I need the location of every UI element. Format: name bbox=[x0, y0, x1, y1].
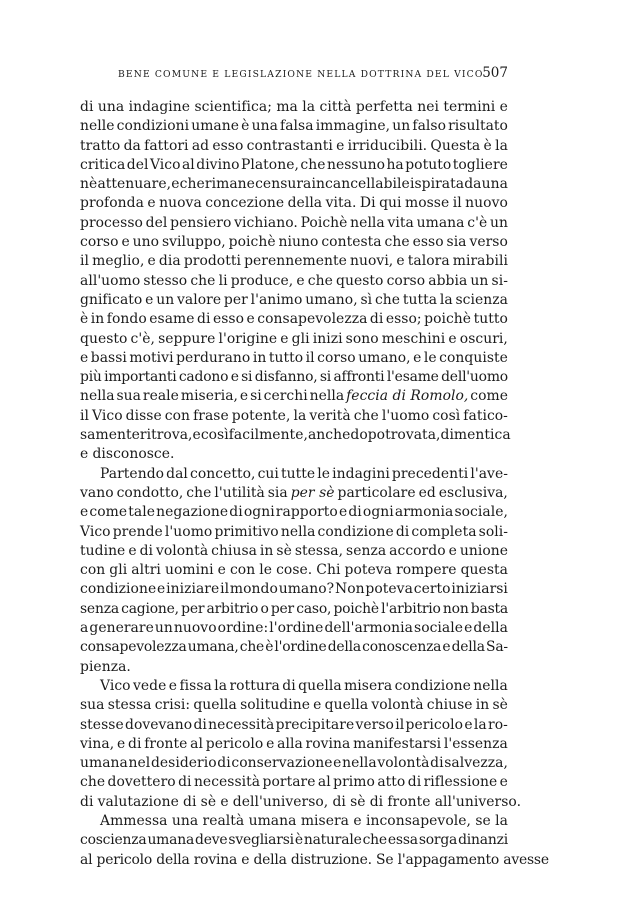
text-line: vina, e di fronte al pericolo e alla rovina manifestarsi l'essenza bbox=[80, 735, 508, 752]
text-line: coscienza umana deve svegliarsi è naturale che essa sorga dinanzi bbox=[80, 832, 508, 849]
text-line: e disconosce. bbox=[80, 446, 175, 463]
page-number: 507 bbox=[482, 65, 508, 81]
text-line: vano condotto, che l'utilità sia per sè particolare ed esclusiva, bbox=[80, 484, 508, 501]
text-line: all'uomo stesso che li produce, e che questo corso abbia un si- bbox=[80, 272, 508, 289]
body-text bbox=[80, 98, 549, 870]
text-line: e bassi motivi perdurano in tutto il corso umano, e le conquiste bbox=[80, 349, 508, 366]
text-line: nelle condizioni umane è una falsa immagine, un falso risultato bbox=[80, 118, 508, 135]
text-line: il meglio, e dia prodotti perennemente nuovi, e talora mirabili bbox=[80, 253, 508, 270]
text-line: senza cagione, per arbitrio o per caso, poichè l'arbitrio non basta bbox=[80, 600, 508, 617]
text-line: nè attenuare, e che rimane censura incancellabile ispirata da una bbox=[80, 176, 508, 193]
text-line: samente ritrova, e così facilmente, anche dopo trovata, dimentica bbox=[80, 427, 511, 444]
text-line: a generare un nuovo ordine: l'ordine dell'armonia sociale e della bbox=[80, 620, 508, 637]
text-line: al pericolo della rovina e della distruzione. Se l'appagamento avesse bbox=[80, 851, 549, 868]
text-line: più importanti cadono e si disfanno, si affronti l'esame dell'uomo bbox=[80, 369, 508, 386]
text-line: e come tale negazione di ogni rapporto e di ogni armonia sociale, bbox=[80, 504, 508, 521]
text-line: umana nel desiderio di conservazione e nella volontà di salvezza, bbox=[80, 755, 508, 772]
text-line: critica del Vico al divino Platone, che nessuno ha potuto togliere bbox=[80, 156, 508, 173]
page-header bbox=[80, 65, 508, 85]
text-line: nella sua reale miseria, e si cerchi nella feccia di Romolo, come bbox=[80, 388, 508, 405]
running-head: BENE COMUNE E LEGISLAZIONE NELLA DOTTRINA DEL VICO bbox=[118, 69, 484, 80]
text-line: gnificato e un valore per l'animo umano, sì che tutta la scienza bbox=[80, 291, 508, 308]
text-line: processo del pensiero vichiano. Poichè nella vita umana c'è un bbox=[80, 214, 508, 231]
text-line: questo c'è, seppure l'origine e gli inizi sono meschini e oscuri, bbox=[80, 330, 508, 347]
text-line: di una indagine scientifica; ma la città perfetta nei termini e bbox=[80, 99, 508, 115]
text-line: è in fondo esame di esso e consapevolezza di esso; poichè tutto bbox=[80, 311, 508, 328]
text-line: Partendo dal concetto, cui tutte le indagini precedenti l'ave- bbox=[100, 465, 508, 482]
text-line: di valutazione di sè e dell'universo, di sè di fronte all'universo. bbox=[80, 793, 522, 810]
text-line: con gli altri uomini e con le cose. Chi poteva rompere questa bbox=[80, 562, 508, 579]
text-line: stesse dovevano di necessità precipitare verso il pericolo e la ro- bbox=[80, 716, 508, 733]
text-line: Vico vede e fissa la rottura di quella misera condizione nella bbox=[100, 677, 508, 694]
text-line: Ammessa una realtà umana misera e inconsapevole, se la bbox=[100, 812, 508, 829]
text-line: tudine e di volontà chiusa in sè stessa, senza accordo e unione bbox=[80, 542, 508, 559]
text-line: sua stessa crisi: quella solitudine e quella volontà chiuse in sè bbox=[80, 697, 508, 714]
text-line: corso e uno sviluppo, poichè niuno contesta che esso sia verso bbox=[80, 234, 508, 251]
text-line: condizione e iniziare il mondo umano? Non poteva certo iniziarsi bbox=[80, 581, 508, 598]
text-line: pienza. bbox=[80, 658, 131, 675]
text-line: consapevolezza umana, che è l'ordine della conoscenza e della Sa- bbox=[80, 639, 508, 656]
text-line: profonda e nuova concezione della vita. Di qui mosse il nuovo bbox=[80, 195, 508, 212]
text-line: che dovettero di necessità portare al primo atto di riflessione e bbox=[80, 774, 508, 791]
text-line: tratto da fattori ad esso contrastanti e irriducibili. Questa è la bbox=[80, 137, 508, 154]
text-line: il Vico disse con frase potente, la verità che l'uomo così fatico- bbox=[80, 407, 508, 424]
text-line: Vico prende l'uomo primitivo nella condizione di completa soli- bbox=[80, 523, 508, 540]
